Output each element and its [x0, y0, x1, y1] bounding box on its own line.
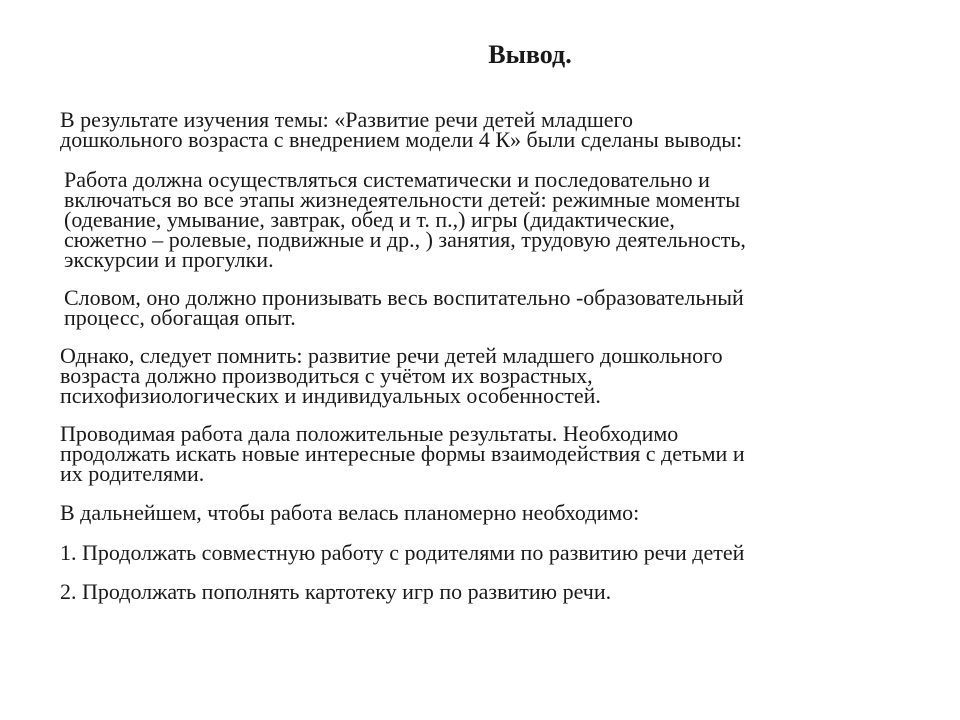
paragraph-work-systematic: Работа должна осуществляться систематически и последовательно и включаться во все этапы жизнедеятельности детей: режимные моменты (одевание, умывание, завтрак, обед и т. п.,) игры (дидактические, сюжетно – ролевые, подвижные и др., ) занятия, трудовую деятельность, экскурсии и прогулки. [64, 167, 746, 272]
list-item-2: 2. Продолжать пополнять картотеку игр по развитию речи. [60, 579, 612, 604]
paragraph-results: Проводимая работа дала положительные результаты. Необходимо продолжать искать новые интересные формы взаимодействия с детьми и их родителями. [60, 421, 745, 486]
paragraph-further: В дальнейшем, чтобы работа велась планомерно необходимо: [60, 500, 640, 525]
paragraph-intro: В результате изучения темы: «Развитие речи детей младшего дошкольного возраста с внедрением модели 4 К» были сделаны выводы: [60, 107, 743, 152]
list-item-1: 1. Продолжать совместную работу с родителями по развитию речи детей [60, 540, 745, 565]
paragraph-word: Словом, оно должно пронизывать весь воспитательно -образовательный процесс, обогащая опыт. [64, 285, 744, 330]
slide-title: Вывод. [488, 40, 572, 69]
paragraph-however: Однако, следует помнить: развитие речи детей младшего дошкольного возраста должно производиться с учётом их возрастных, психофизиологических и индивидуальных особенностей. [60, 343, 723, 408]
